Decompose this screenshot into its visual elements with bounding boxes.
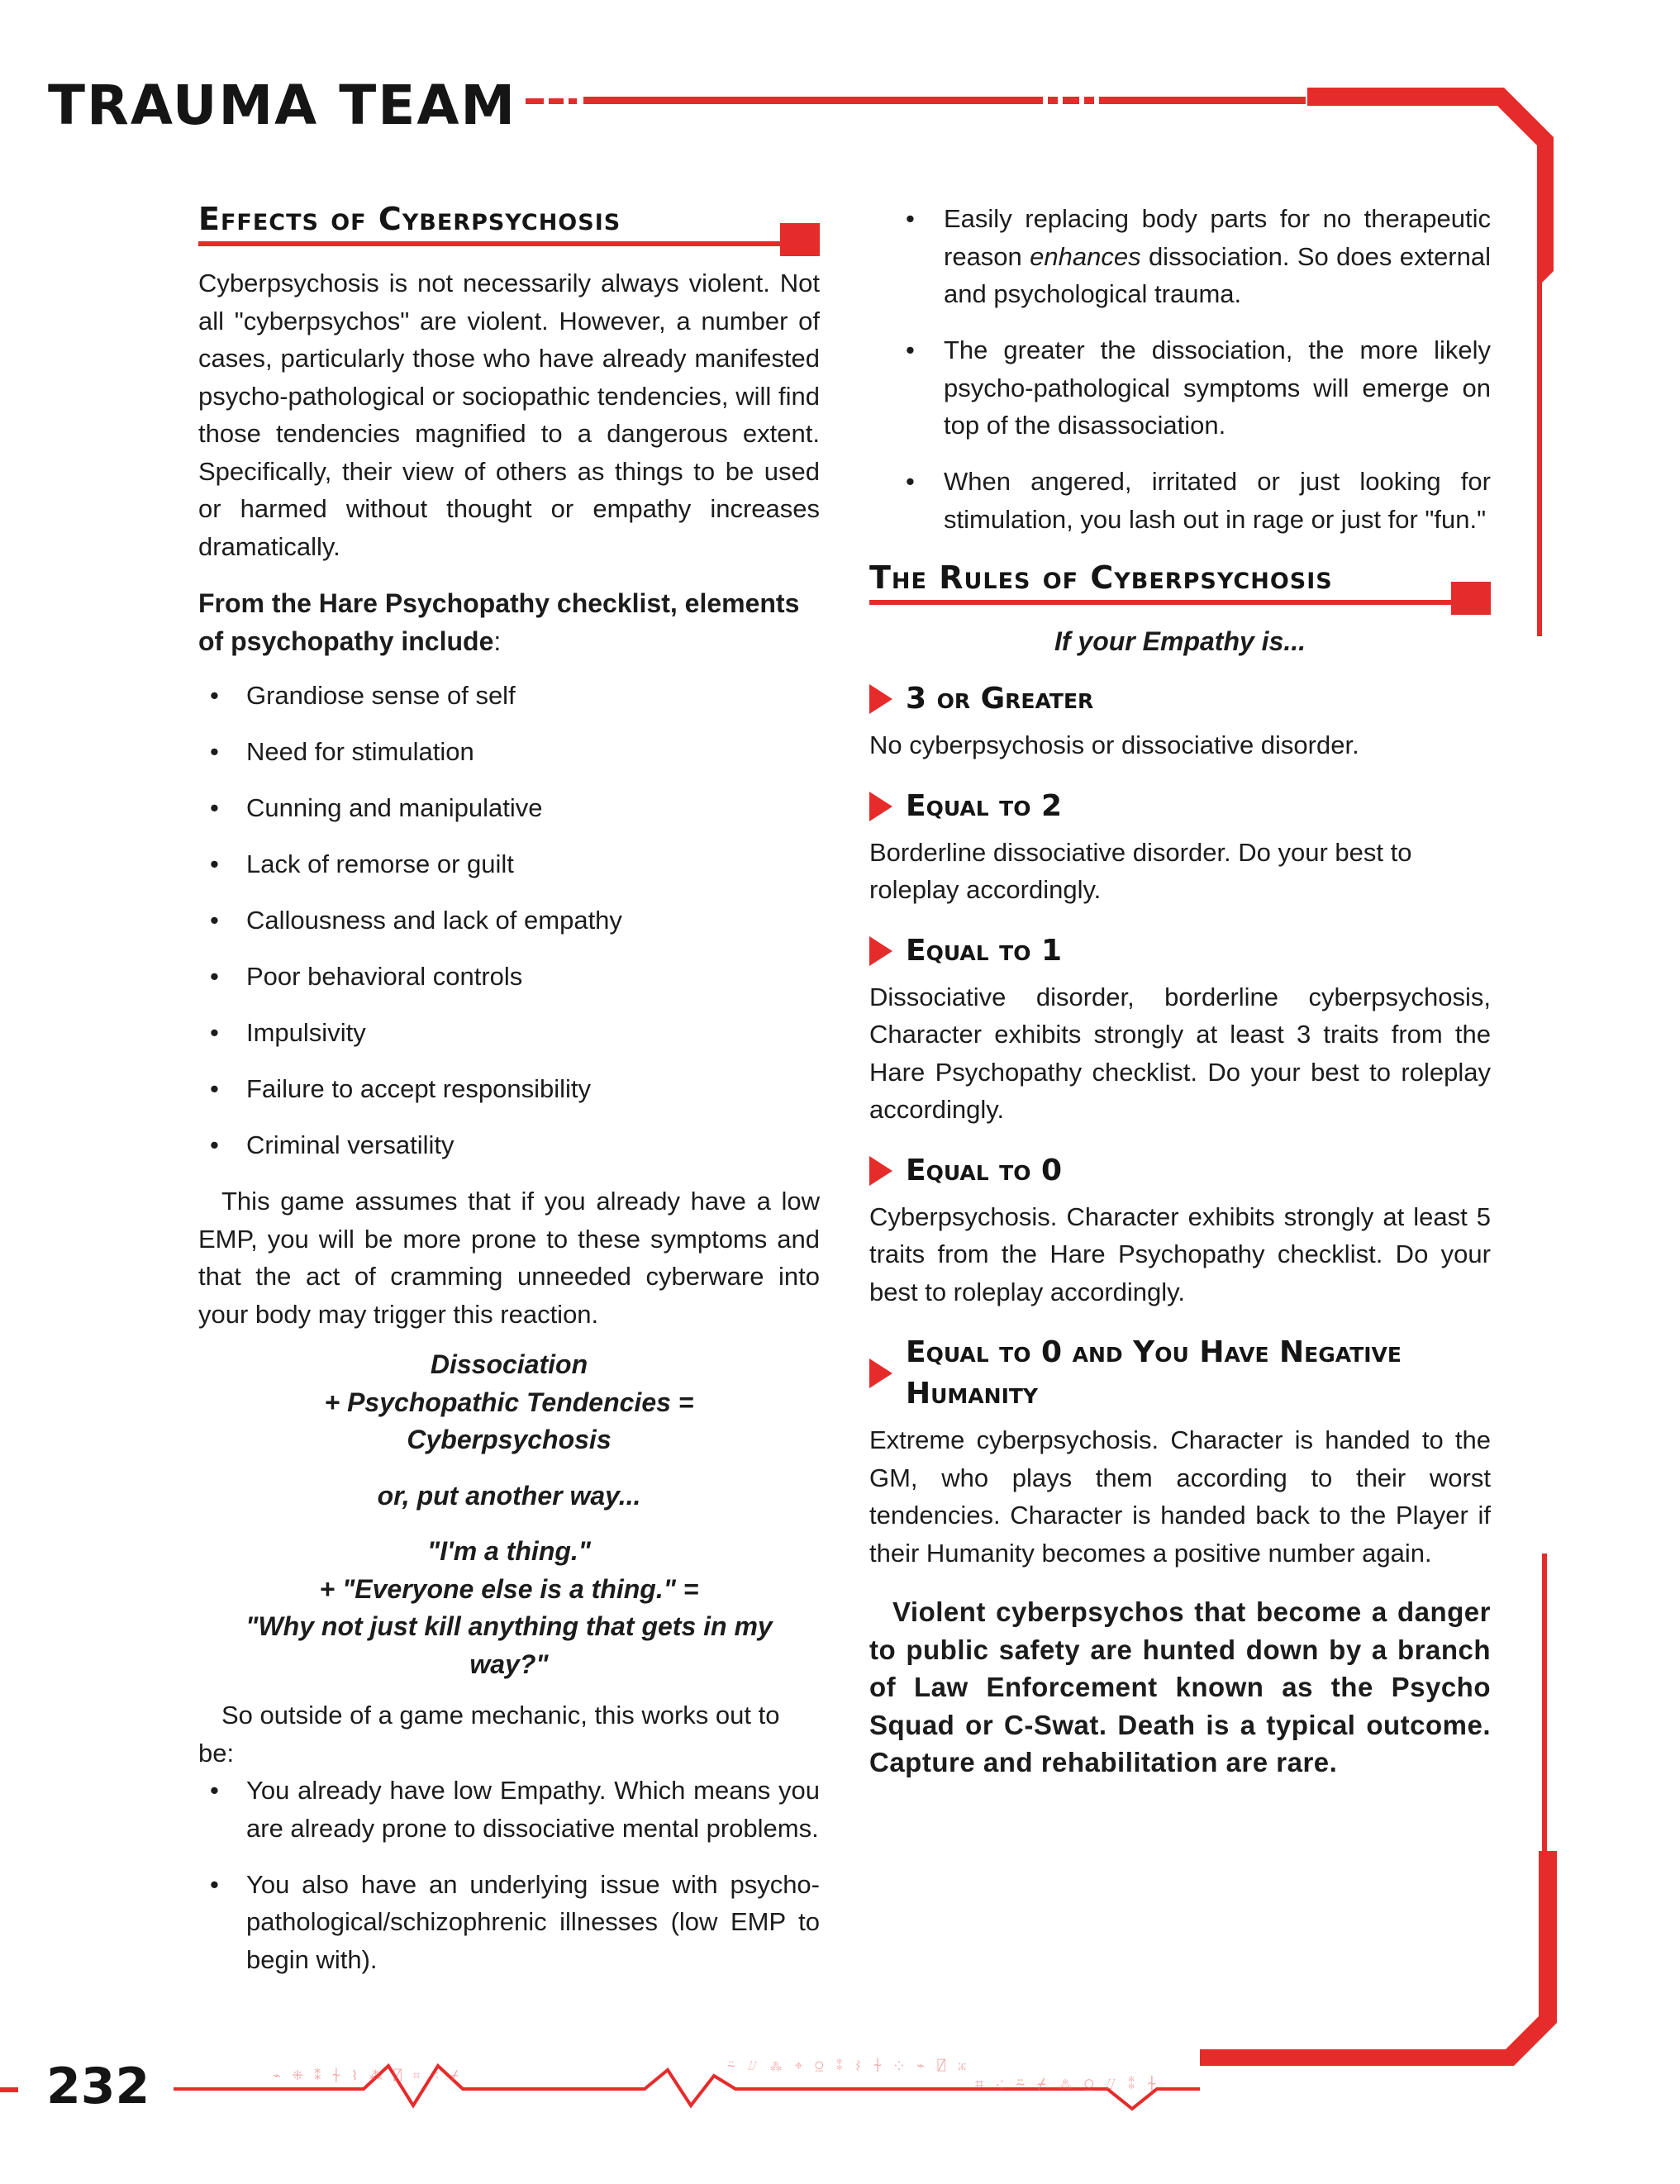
footer-glitch-pattern: ⌁ ⁜ ⁑ ⍭ ⌇ ⁂ ⍁ ⌗ ⁖ ⌿	[273, 2067, 460, 2083]
rule-text: Cyberpsychosis. Character exhibits strongly at least 5 traits from the Hare Psychopathy checklist. Do your best to roleplay accordingly.	[869, 1201, 1491, 1306]
triangle-marker-icon	[869, 1156, 892, 1186]
left-column	[198, 198, 820, 1997]
list-item: • Failure to accept responsibility	[246, 1070, 820, 1108]
rule-heading	[869, 678, 1491, 720]
rule-text: No cyberpsychosis or dissociative disorder.	[869, 730, 1359, 759]
triangle-marker-icon	[869, 684, 892, 714]
mechanic-list	[198, 1772, 820, 1978]
header-dash	[1048, 97, 1058, 104]
header-dash	[526, 98, 544, 104]
triangle-marker-icon	[869, 936, 892, 966]
formula-line: Cyberpsychosis	[407, 1425, 612, 1454]
list-item: • Need for stimulation	[246, 733, 820, 771]
right-frame-segment	[1542, 1554, 1547, 1851]
list-item: • Easily replacing body parts for no therapeutic reason enhances dissociation. So does external and psychological trauma.	[944, 200, 1491, 313]
rule-heading	[869, 1332, 1491, 1415]
intro-paragraph: Cyberpsychosis is not necessarily always violent. Not all "cyberpsychos" are violent. However, a number of cases, particularly those who have already manifested psycho-pathological or sociopathic tendencies, will find those tendencies magnified to a dangerous extent. Specifically, their view of others as things to be used or harmed without thought or empathy increases dramatically.	[198, 269, 820, 561]
rule-title: Equal to 1	[906, 933, 1063, 968]
header-dash	[583, 97, 1043, 104]
rule-title: Equal to 2	[906, 788, 1063, 823]
psycho-squad-warning: Violent cyberpsychos that become a danger to public safety are hunted down by a branch of Law Enforcement known as the Psycho Squad or C-Swat. Death is a typical outcome. Capture and rehabilitation are rare.	[869, 1596, 1491, 1777]
list-item: • When angered, irritated or just looking for stimulation, you lash out in rage or just for "fun."	[944, 463, 1491, 538]
rule-title: Equal to 0 and You Have Negative Humanity	[906, 1335, 1402, 1411]
rule-equal-0	[869, 1150, 1491, 1311]
formula-line: + Psychopathic Tendencies =	[324, 1387, 694, 1417]
empathy-lead: If your Empathy is...	[1054, 626, 1306, 656]
formula-thing	[198, 1533, 820, 1683]
rule-text: Dissociative disorder, borderline cyberpsychosis, Character exhibits strongly at least 3 traits from the Hare Psychopathy checklist. Do your best to roleplay accordingly.	[869, 982, 1491, 1124]
header-dash	[549, 98, 564, 104]
list-item: • Callousness and lack of empathy	[246, 902, 820, 940]
rule-3-or-greater	[869, 678, 1491, 764]
formula-line: Dissociation	[430, 1349, 588, 1379]
formula-line: "I'm a thing."	[427, 1536, 591, 1566]
mechanic-lead: So outside of a game mechanic, this works out to be:	[198, 1701, 780, 1768]
formula-line: + "Everyone else is a thing." =	[319, 1573, 699, 1604]
rule-text: Borderline dissociative disorder. Do your best to roleplay accordingly.	[869, 837, 1412, 904]
triangle-marker-icon	[869, 792, 892, 821]
right-frame-line	[1537, 255, 1554, 636]
header-dash	[1063, 97, 1079, 104]
rule-title: 3 or Greater	[906, 682, 1094, 716]
list-item: • You also have an underlying issue with psycho-pathological/schizophrenic illnesses (low EMP to begin with).	[246, 1866, 820, 1979]
list-item: • Poor behavioral controls	[246, 958, 820, 996]
list-item: • Grandiose sense of self	[246, 677, 820, 715]
list-item: • The greater the dissociation, the more likely psycho-pathological symptoms will emerge on top of the disassociation.	[944, 331, 1491, 445]
bottom-right-corner-bracket	[1200, 1851, 1557, 2066]
rule-equal-2	[869, 786, 1491, 909]
checklist-lead: From the Hare Psychopathy checklist, elements of psychopathy include:	[198, 588, 800, 656]
formula-line: "Why not just kill anything that gets in my way?"	[245, 1611, 773, 1679]
rule-heading	[869, 786, 1491, 827]
list-item: • Criminal versatility	[246, 1126, 820, 1164]
header-dash	[1099, 97, 1306, 104]
rule-heading	[869, 1150, 1491, 1192]
page-number: 232	[46, 2058, 150, 2115]
section-heading-effects	[198, 198, 820, 246]
heading-accent-block	[1451, 582, 1491, 615]
rule-heading	[869, 930, 1491, 972]
header-dash	[1084, 97, 1094, 104]
rule-equal-1	[869, 930, 1491, 1129]
heading-accent-block	[780, 223, 820, 256]
list-item: • Lack of remorse or guilt	[246, 845, 820, 883]
list-item: • Cunning and manipulative	[246, 789, 820, 827]
list-item: • You already have low Empathy. Which means you are already prone to dissociative mental problems.	[246, 1772, 820, 1847]
footer-glitch-pattern: ⍨ ⌰ ⁂ ⌖ ⍜ ⁑ ⌇ ⍭ ⁘ ⌁ ⍁ ⁜	[727, 2058, 968, 2073]
formula-dissociation	[198, 1346, 820, 1459]
formula-or: or, put another way...	[377, 1480, 641, 1511]
heading-underline	[198, 241, 820, 246]
rule-title: Equal to 0	[906, 1153, 1063, 1187]
psychopathy-checklist	[198, 677, 820, 1164]
rule-equal-0-negative-humanity	[869, 1332, 1491, 1572]
section-title: Effects of Cyberpsychosis	[198, 201, 621, 237]
heading-underline	[869, 600, 1491, 605]
footer-dash	[0, 2087, 18, 2092]
section-title: The Rules of Cyberpsychosis	[869, 559, 1333, 596]
triangle-marker-icon	[869, 1358, 892, 1388]
assumption-paragraph: This game assumes that if you already have a low EMP, you will be more prone to these symptoms and that the act of cramming unneeded cyberware into your body may trigger this reaction.	[198, 1187, 820, 1329]
rule-text: Extreme cyberpsychosis. Character is handed to the GM, who plays them according to their worst tendencies. Character is handed back to the Player if their Humanity becomes a positive number again.	[869, 1425, 1491, 1568]
list-item: • Impulsivity	[246, 1014, 820, 1052]
page-header-title: TRAUMA TEAM	[48, 74, 517, 137]
right-column	[869, 200, 1491, 1782]
footer-glitch-pattern: ⌗ ⁖ ⍨ ⌿ ⁂ ⍜ ⌰ ⁑ ⍭	[975, 2076, 1159, 2093]
header-dash	[569, 98, 577, 104]
section-heading-rules	[869, 557, 1491, 605]
dissociation-list	[869, 200, 1491, 538]
